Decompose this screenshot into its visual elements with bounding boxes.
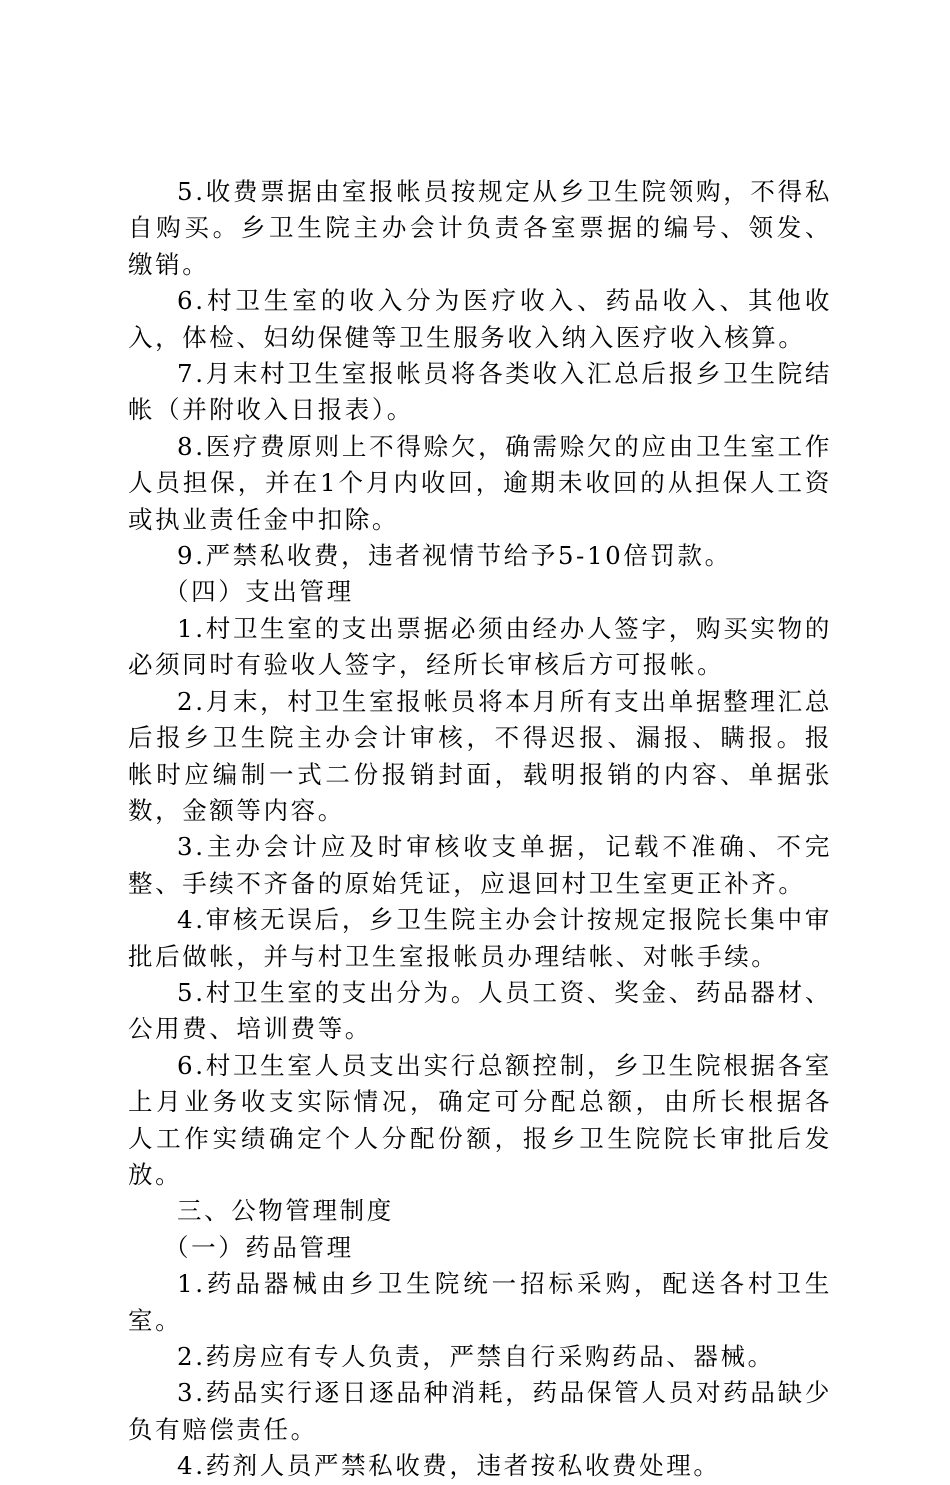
item-income-6: 6.村卫生室的收入分为医疗收入、药品收入、其他收入，体检、妇幼保健等卫生服务收入纳入医疗收入核算。 [128, 286, 832, 352]
item-income-7: 7.月末村卫生室报帐员将各类收入汇总后报乡卫生院结帐（并附收入日报表）。 [128, 359, 832, 425]
item-income-5: 5.收费票据由室报帐员按规定从乡卫生院领购，不得私自购买。乡卫生院主办会计负责各室票据的编号、领发、缴销。 [128, 177, 832, 279]
item-expense-2: 2.月末，村卫生室报帐员将本月所有支出单据整理汇总后报乡卫生院主办会计审核，不得迟报、漏报、瞒报。报帐时应编制一式二份报销封面，载明报销的内容、单据张数，金额等内容。 [128, 686, 832, 825]
item-drug-1: 1.药品器械由乡卫生院统一招标采购，配送各村卫生室。 [128, 1269, 832, 1335]
item-expense-5: 5.村卫生室的支出分为。人员工资、奖金、药品器材、公用费、培训费等。 [128, 977, 832, 1044]
item-income-9: 9.严禁私收费，违者视情节给予5-10倍罚款。 [177, 541, 732, 571]
heading-public-property: 三、公物管理制度 [177, 1196, 394, 1226]
item-expense-4: 4.审核无误后，乡卫生院主办会计按规定报院长集中审批后做帐，并与村卫生室报帐员办理结帐、对帐手续。 [128, 905, 832, 971]
document-body [128, 174, 832, 1485]
item-drug-4: 4.药剂人员严禁私收费，违者按私收费处理。 [177, 1451, 721, 1481]
heading-drug-management: （一）药品管理 [164, 1232, 354, 1262]
item-expense-6: 6.村卫生室人员支出实行总额控制，乡卫生院根据各室上月业务收支实际情况，确定可分配总额，由所长根据各人工作实绩确定个人分配份额，报乡卫生院院长审批后发放。 [128, 1050, 832, 1189]
heading-expense-management: （四）支出管理 [164, 577, 354, 607]
item-expense-1: 1.村卫生室的支出票据必须由经办人签字，购买实物的必须同时有验收人签字，经所长审核后方可报帐。 [128, 613, 832, 680]
item-drug-3: 3.药品实行逐日逐品种消耗，药品保管人员对药品缺少负有赔偿责任。 [128, 1378, 832, 1444]
item-drug-2: 2.药房应有专人负责，严禁自行采购药品、器械。 [177, 1342, 775, 1371]
item-income-8: 8.医疗费原则上不得赊欠，确需赊欠的应由卫生室工作人员担保，并在1个月内收回，逾期未收回的从担保人工资或执业责任金中扣除。 [128, 431, 832, 534]
item-expense-3: 3.主办会计应及时审核收支单据，记载不准确、不完整、手续不齐备的原始凭证，应退回村卫生室更正补齐。 [128, 832, 832, 898]
